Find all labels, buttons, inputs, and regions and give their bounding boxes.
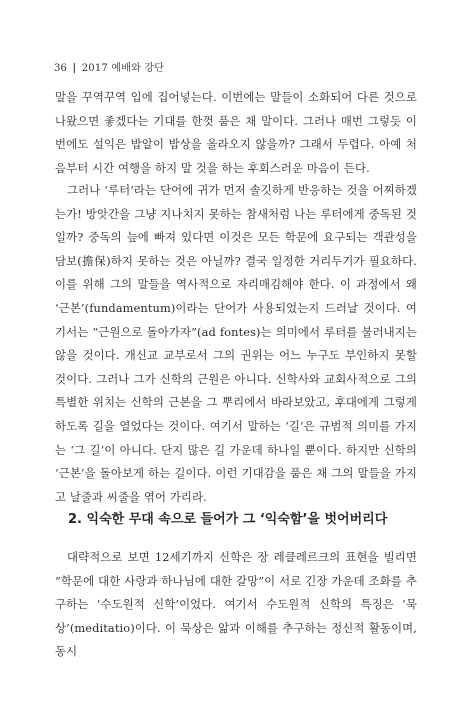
section-paragraph — [55, 546, 417, 664]
paragraph-text: 대략적으로 보면 12세기까지 신학은 장 레클레르크의 표현을 빌리면 “학문에 대한 사랑과 하나님에 대한 갈망”이 서로 긴장 가운데 조화를 추구하는 ‘수도원적 신학’이었다. 여기서 수도원적 신학의 특징은 ‘묵상’(meditatio)이다. 이 묵상은 앎과 이해를 추구하는 정신적 활동이며, 동시 — [55, 550, 417, 659]
book-title: 2017 예배와 강단 — [81, 63, 165, 74]
section-heading: 2. 익숙한 무대 속으로 들어가 그 ‘익숙함’을 벗어버리다 — [68, 512, 388, 527]
running-header — [54, 59, 164, 74]
paragraph-text: 그러나 ‘루터’라는 단어에 귀가 먼저 솔깃하게 반응하는 것을 어찌하겠는가! 방앗간을 그냥 지나치지 못하는 참새처럼 나는 루터에게 중독된 것일까? 중독의 늪에 빠져 있다면 이것은 모든 학문에 요구되는 객관성을 담보(擔保)하지 못하는 것은 아닐까? 결국 일정한 거리두기가 필요하다. 이를 위해 그의 말들을 역사적으로 자리매김해야 한다. 이 과정에서 왜 ‘근본’(fundamentum)이라는 단어가 사용되었는지 드러날 것이다. 여기서는 “근원으로 돌아가자”(ad fontes)는 의미에서 루터를 불러내지는 않을 것이다. 개신교 교부로서 그의 권위는 어느 누구도 부인하지 못할 것이다. 그러나 그가 신학의 근원은 아니다. 신학사와 교회사적으로 그의 특별한 위치는 신학의 근본을 그 뿌리에서 바라보았고, 후대에게 그렇게 하도록 길을 열었다는 것이다. 여기서 말하는 ‘길’은 규범적 의미를 가지는 ‘그 길’이 아니다. 단지 많은 길 가운데 하나일 뿐이다. 하지만 신학의 ‘근본’을 돌아보게 하는 길이다. 이런 기대감을 품은 채 그의 말들을 가지고 날줄과 씨줄을 엮어 가리라. — [55, 183, 417, 504]
paragraph-2 — [55, 179, 417, 509]
page-number: 36 — [54, 63, 68, 74]
header-separator: | — [72, 63, 77, 74]
paragraph-text: 말을 꾸역꾸역 입에 집어넣는다. 이번에는 말들이 소화되어 다른 것으로 나왔으면 좋겠다는 기대를 한껏 품은 채 말이다. 그러나 매번 그렇듯 이번에도 설익은 밥알이 밥상을 올라오지 않을까? 그래서 두렵다. 아예 처음부터 시간 여행을 하지 말 것을 하는 후회스러운 마음이 든다. — [55, 90, 417, 175]
paragraph-1 — [55, 86, 417, 180]
